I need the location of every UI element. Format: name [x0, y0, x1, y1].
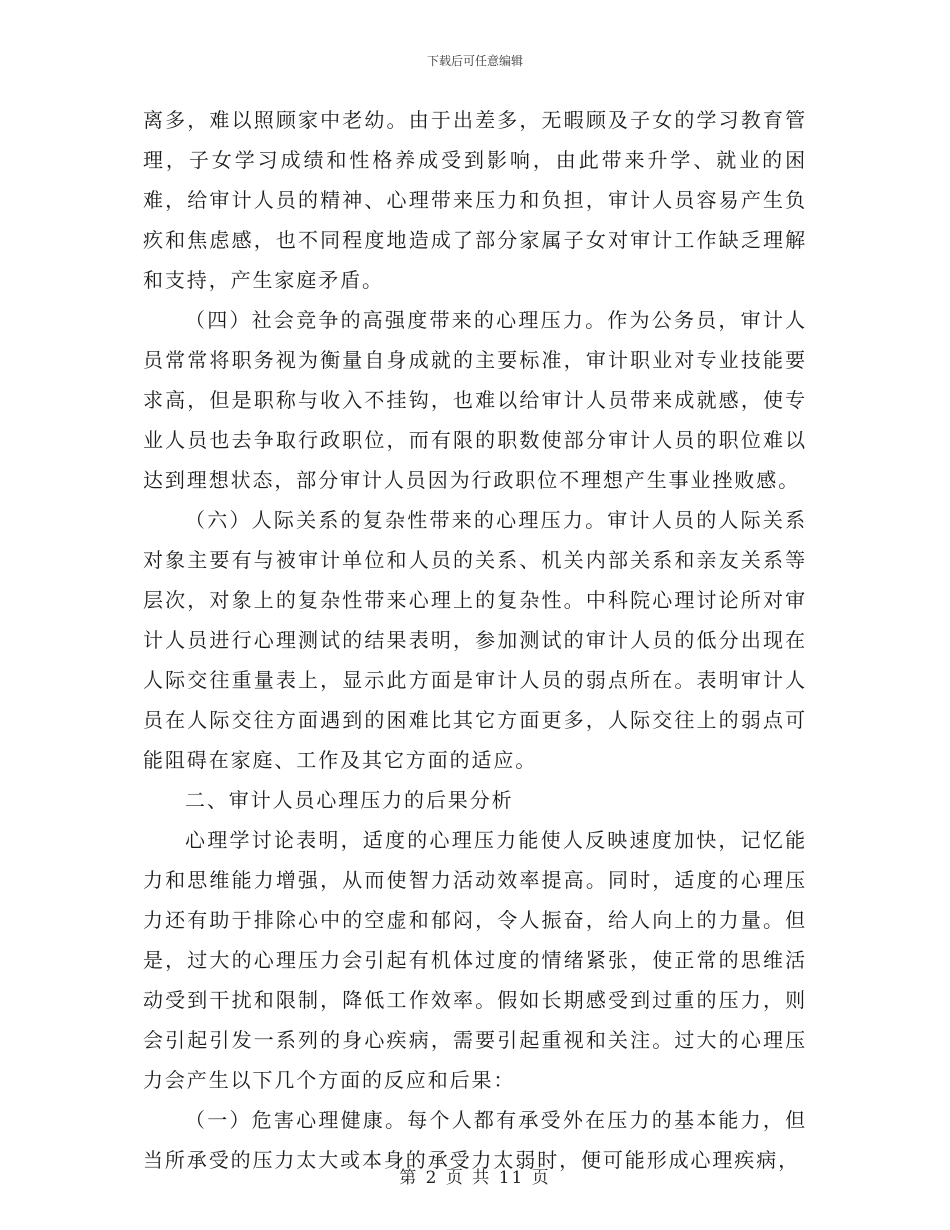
paragraph-mental-health: （一）危害心理健康。每个人都有承受外在压力的基本能力，但当所承受的压力太大或本身的承受力太弱时，便可能形成心理疾病， — [143, 1108, 807, 1172]
paragraph-interpersonal: （六）人际关系的复杂性带来的心理压力。审计人员的人际关系对象主要有与被审计单位和人员的关系、机关内部关系和亲友关系等层次，对象上的复杂性带来心理上的复杂性。中科院心理讨论所对审计人员进行心理测试的结果表明，参加测试的审计人员的低分出现在人际交往重量表上，显示此方面是审计人员的弱点所在。表明审计人员在人际交往方面遇到的困难比其它方面更多，人际交往上的弱点可能阻碍在家庭、工作及其它方面的适应。 — [143, 508, 807, 772]
paragraph-continued: 离多，难以照顾家中老幼。由于出差多，无暇顾及子女的学习教育管理，子女学习成绩和性格养成受到影响，由此带来升学、就业的困难，给审计人员的精神、心理带来压力和负担，审计人员容易产生负疚和焦虑感，也不同程度地造成了部分家属子女对审计工作缺乏理解和支持，产生家庭矛盾。 — [143, 108, 807, 292]
page-header: 下载后可任意编辑 — [426, 54, 523, 68]
document-body — [143, 100, 807, 1180]
paragraph-social-competition: （四）社会竞争的高强度带来的心理压力。作为公务员，审计人员常常将职务视为衡量自身成就的主要标准，审计职业对专业技能要求高，但是职称与收入不挂钩，也难以给审计人员带来成就感，使专业人员也去争取行政职位，而有限的职数使部分审计人员的职位难以达到理想状态，部分审计人员因为行政职位不理想产生事业挫败感。 — [143, 308, 807, 492]
section-heading: 二、审计人员心理压力的后果分析 — [185, 788, 514, 812]
paragraph-consequences: 心理学讨论表明，适度的心理压力能使人反映速度加快，记忆能力和思维能力增强，从而使智力活动效率提高。同时，适度的心理压力还有助于排除心中的空虚和郁闷，令人振奋，给人向上的力量。但是，过大的心理压力会引起有机体过度的情绪紧张，使正常的思维活动受到干扰和限制，降低工作效率。假如长期感受到过重的压力，则会引起引发一系列的身心疾病，需要引起重视和关注。过大的心理压力会产生以下几个方面的反应和后果： — [143, 828, 807, 1092]
page-footer: 第 2 页 共 11 页 — [399, 1168, 551, 1188]
